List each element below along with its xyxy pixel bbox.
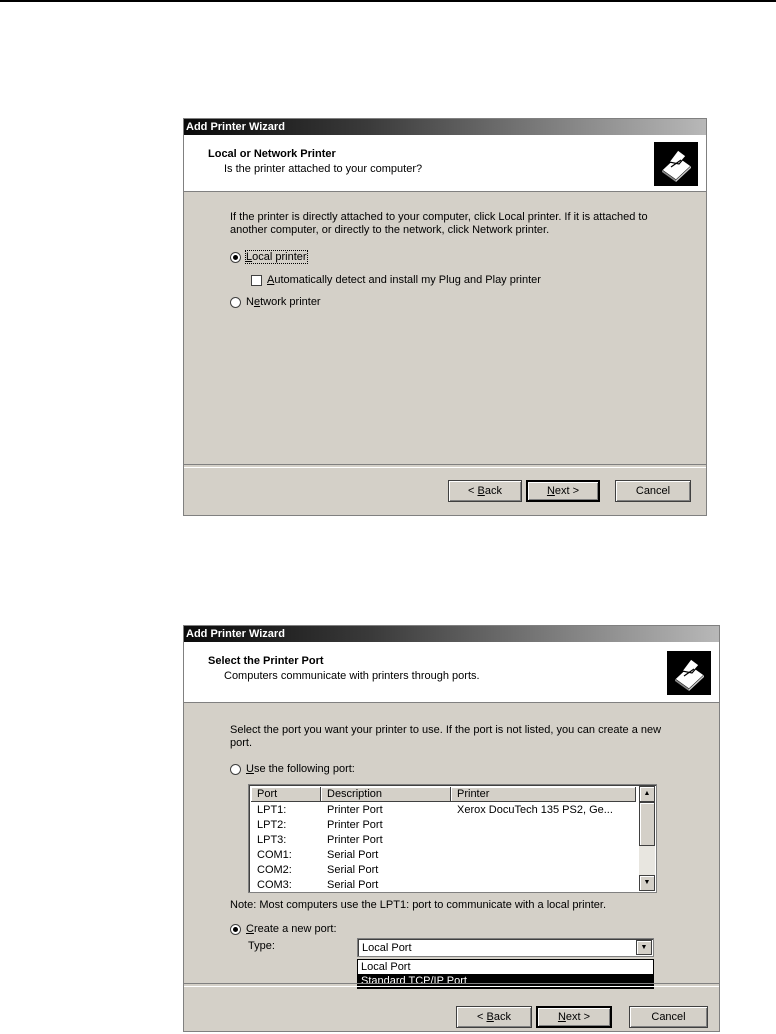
port-list[interactable]: [248, 784, 657, 893]
printer-cell: [451, 863, 636, 878]
printer-cell: [451, 818, 636, 833]
port-type-value: Local Port: [362, 942, 412, 954]
create-port-radio[interactable]: [230, 924, 241, 935]
use-port-label: Use the following port:: [246, 763, 355, 775]
network-printer-option[interactable]: [230, 296, 321, 308]
header-subtitle: Is the printer attached to your computer?: [224, 163, 423, 175]
table-row[interactable]: [251, 833, 636, 848]
network-printer-label: Network printer: [246, 296, 321, 308]
description-cell: Printer Port: [327, 819, 383, 831]
printer-cell: Xerox DocuTech 135 PS2, Ge...: [457, 804, 613, 816]
back-button[interactable]: < Back: [448, 480, 522, 502]
intro-text: Select the port you want your printer to use. If the port is not listed, you can create a new port.: [230, 724, 662, 749]
port-cell: LPT1:: [257, 804, 287, 816]
description-cell: Serial Port: [327, 864, 379, 876]
dropdown-option-standard-tcpip-port[interactable]: Standard TCP/IP Port: [358, 974, 653, 988]
wizard-header: [184, 135, 706, 192]
add-printer-wizard-local-network: [183, 118, 707, 516]
port-cell: COM3:: [257, 879, 292, 891]
auto-detect-checkbox[interactable]: [251, 275, 262, 286]
port-type-select[interactable]: [357, 938, 654, 957]
add-printer-wizard-select-port: [183, 625, 720, 1032]
printer-cell: [451, 848, 636, 863]
use-port-radio[interactable]: [230, 764, 241, 775]
scroll-up-icon[interactable]: ▲: [639, 786, 655, 802]
dropdown-option-local-port[interactable]: Local Port: [361, 961, 411, 973]
use-following-port-option[interactable]: [230, 763, 355, 775]
back-button[interactable]: < Back: [456, 1006, 532, 1028]
create-new-port-option[interactable]: [230, 923, 337, 935]
header-title: Select the Printer Port: [208, 655, 324, 667]
printer-cell: [451, 833, 636, 848]
local-printer-option[interactable]: [230, 251, 307, 263]
create-port-label: Create a new port:: [246, 923, 337, 935]
printer-icon: [667, 651, 711, 695]
port-note: Note: Most computers use the LPT1: port to communicate with a local printer.: [230, 899, 607, 911]
printer-icon: [654, 142, 698, 186]
printer-cell: [451, 878, 636, 893]
port-cell: COM1:: [257, 849, 292, 861]
port-cell: LPT3:: [257, 834, 287, 846]
header-subtitle: Computers communicate with printers through ports.: [224, 670, 480, 682]
column-header-port[interactable]: Port: [251, 787, 321, 802]
cancel-button[interactable]: Cancel: [629, 1006, 708, 1028]
local-printer-radio[interactable]: [230, 252, 241, 263]
page-top-rule: [0, 0, 776, 2]
next-button[interactable]: Next >: [526, 480, 600, 502]
next-button[interactable]: Next >: [536, 1006, 612, 1028]
window-title: Add Printer Wizard: [184, 626, 719, 642]
wizard-header: [184, 642, 719, 703]
scroll-down-icon[interactable]: ▼: [639, 875, 655, 891]
button-separator: [184, 464, 706, 468]
table-row[interactable]: [251, 803, 636, 818]
auto-detect-option[interactable]: [251, 274, 541, 286]
table-row[interactable]: [251, 863, 636, 878]
cancel-button[interactable]: Cancel: [615, 480, 691, 502]
table-row[interactable]: [251, 848, 636, 863]
button-separator: [184, 983, 719, 987]
type-label: Type:: [248, 940, 275, 952]
port-cell: LPT2:: [257, 819, 287, 831]
header-title: Local or Network Printer: [208, 148, 336, 160]
description-cell: Printer Port: [327, 834, 383, 846]
window-title: Add Printer Wizard: [184, 119, 706, 135]
column-header-printer[interactable]: Printer: [451, 787, 636, 802]
description-cell: Printer Port: [327, 804, 383, 816]
auto-detect-label: Automatically detect and install my Plug and Play printer: [267, 274, 541, 286]
description-cell: Serial Port: [327, 849, 379, 861]
chevron-down-icon[interactable]: ▼: [636, 940, 652, 955]
port-cell: COM2:: [257, 864, 292, 876]
scroll-thumb[interactable]: [639, 802, 655, 846]
intro-text: If the printer is directly attached to your computer, click Local printer. If it is attached to another computer, or directly to the network, click Network printer.: [230, 211, 648, 236]
port-list-scrollbar[interactable]: [639, 786, 655, 891]
column-header-description[interactable]: Description: [321, 787, 451, 802]
local-printer-label: Local printer: [246, 251, 307, 263]
table-row[interactable]: [251, 878, 636, 893]
table-row[interactable]: [251, 818, 636, 833]
port-list-header: [251, 787, 636, 802]
network-printer-radio[interactable]: [230, 297, 241, 308]
description-cell: Serial Port: [327, 879, 379, 891]
port-list-rows: [251, 803, 636, 893]
